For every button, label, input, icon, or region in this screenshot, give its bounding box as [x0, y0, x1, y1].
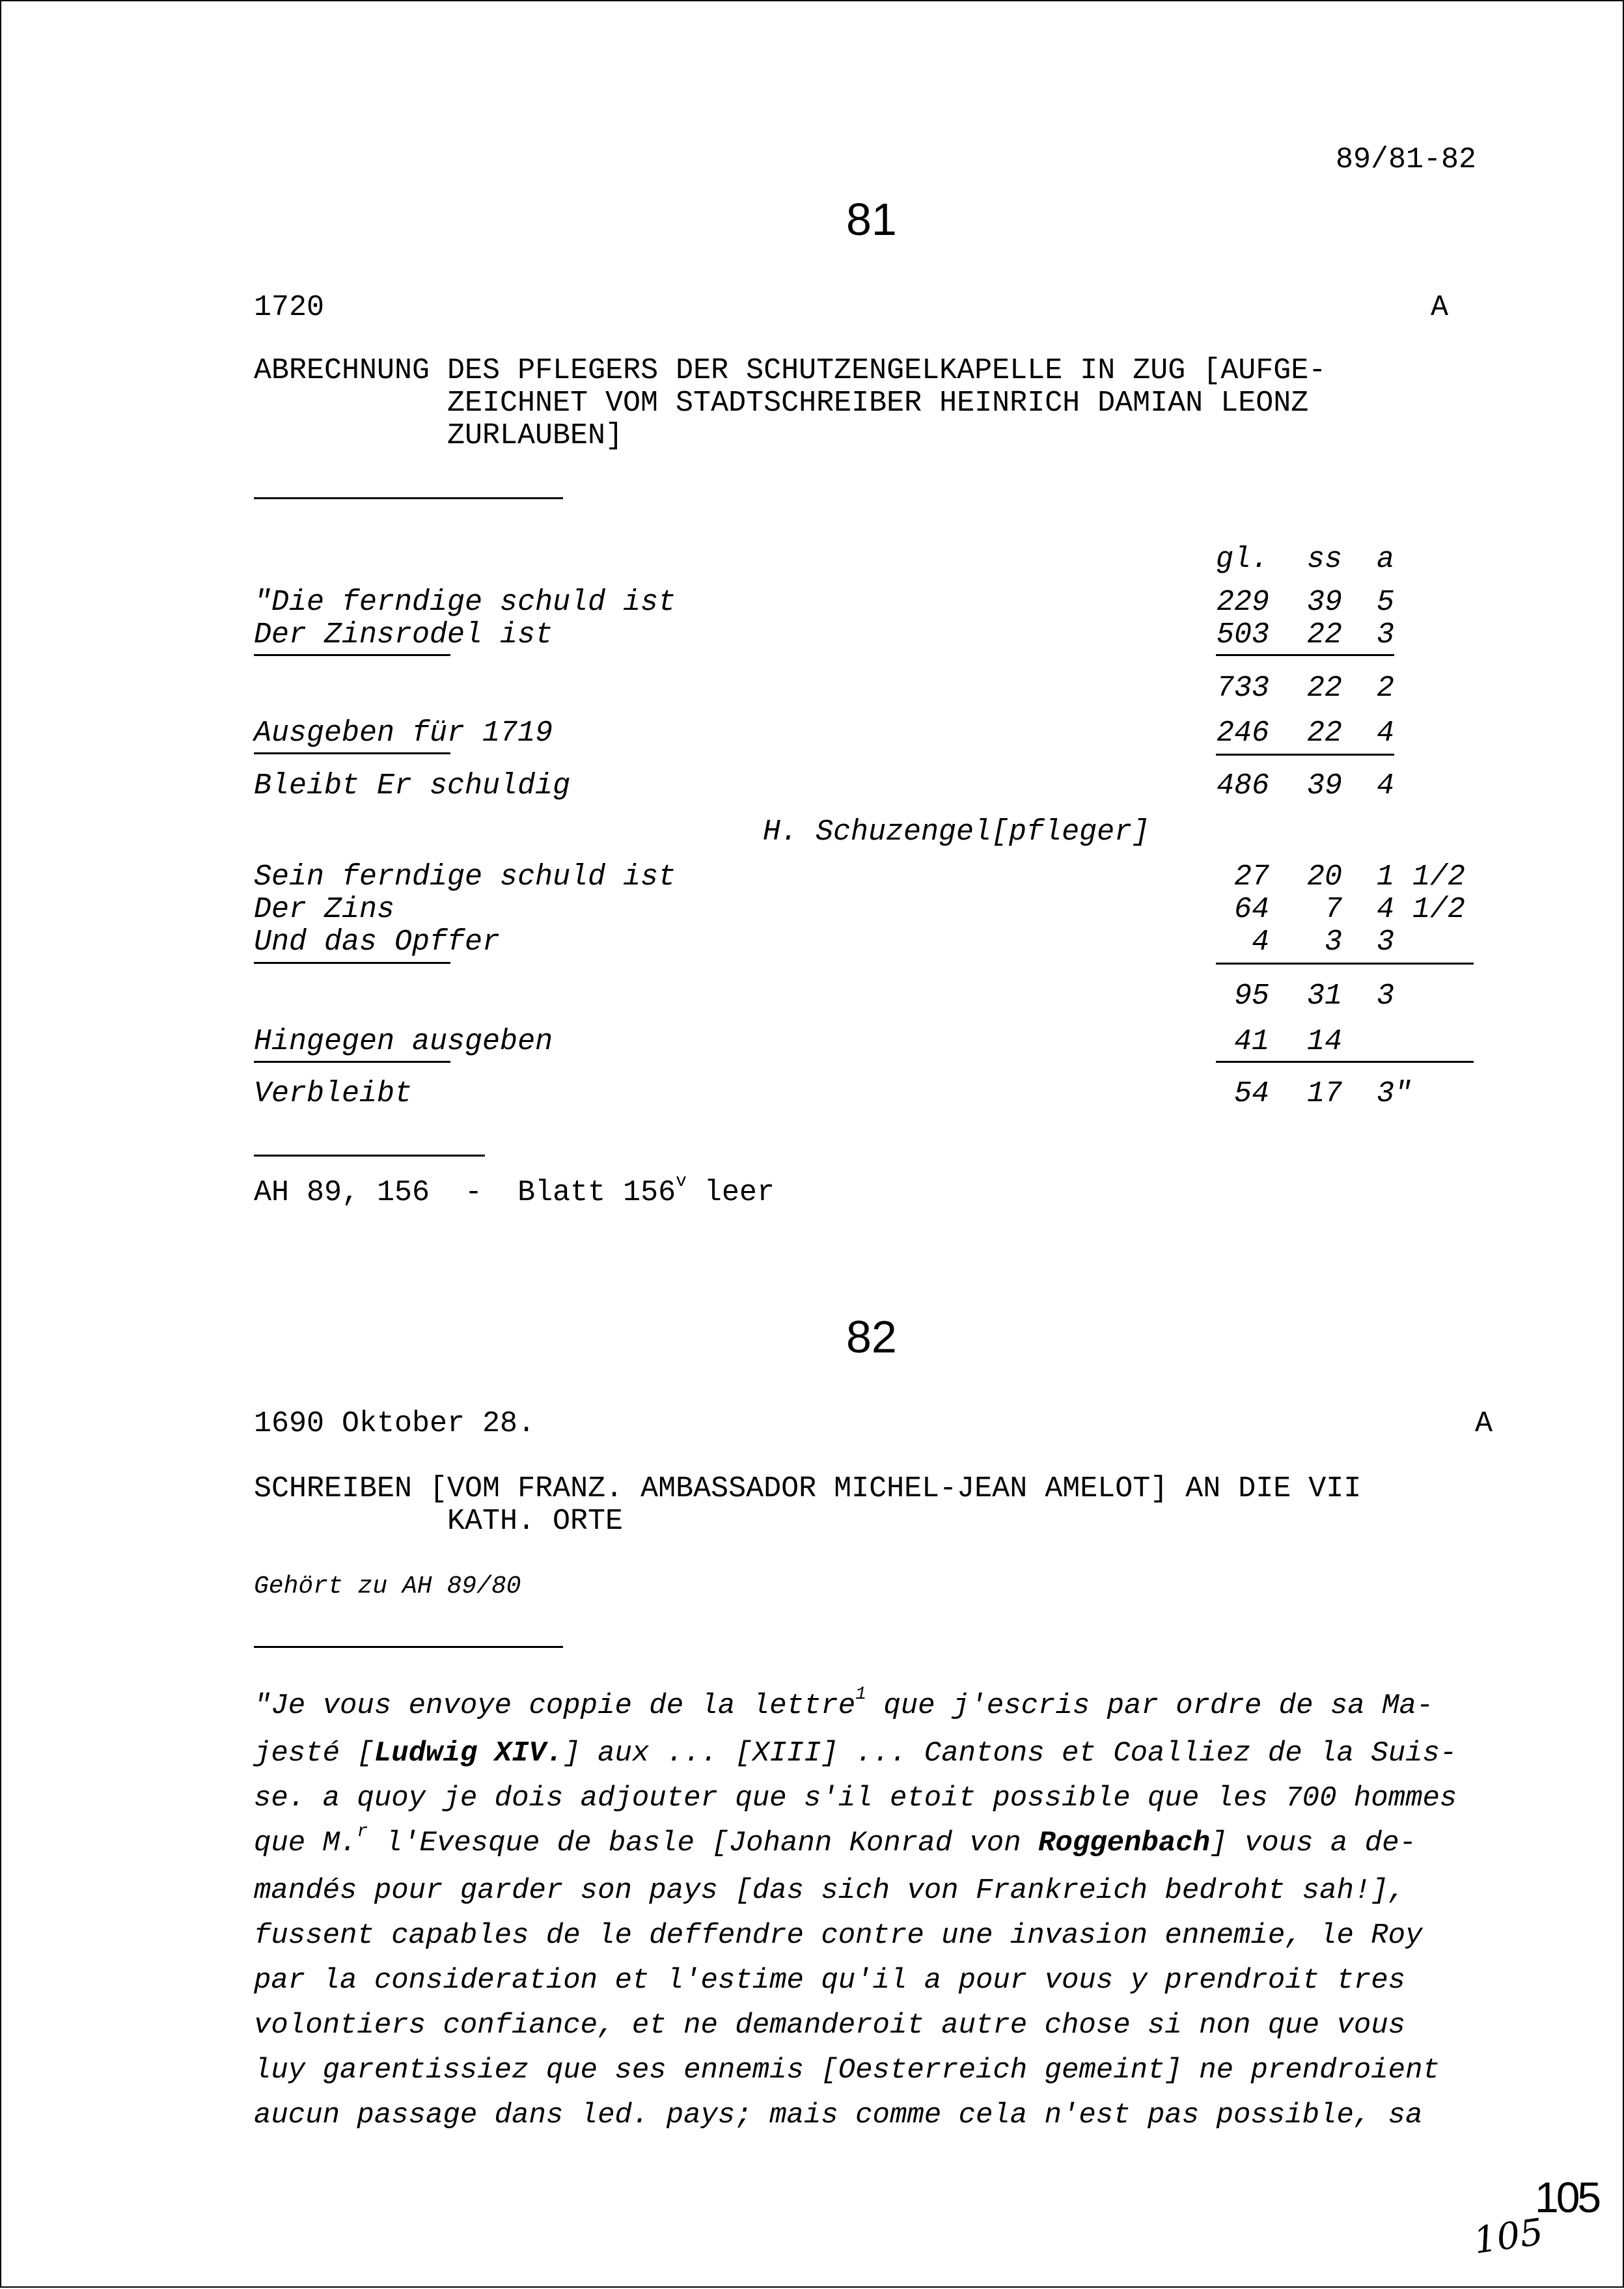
sum-line: [1216, 1061, 1474, 1063]
amount-ss: 7: [1324, 893, 1342, 926]
doc82-title-line-2: KATH. ORTE: [447, 1505, 624, 1538]
doc81-title-line-1: ABRECHNUNG DES PFLEGERS DER SCHUTZENGELKAPELLE IN ZUG [AUFGE-: [254, 354, 1327, 387]
letter-text-segment: ] aux ... [XIII] ... Cantons et Coalliez de la Suis-: [563, 1737, 1457, 1770]
amount-fraction: 1/2: [1412, 860, 1466, 894]
sum-line: [1216, 654, 1394, 656]
amount-gl: 503: [1216, 618, 1269, 651]
amount-ss: 17: [1306, 1077, 1342, 1110]
letter-text-segment: l'Evesque de basle [Johann Konrad von: [368, 1827, 1039, 1859]
account-row-label: Ausgeben für 1719: [254, 717, 553, 750]
amount-ss: 22: [1306, 717, 1342, 750]
amount-gl: 64: [1233, 893, 1269, 926]
amount-ss: 20: [1306, 860, 1342, 894]
amount-a: 3: [1376, 618, 1394, 651]
amount-a: 3": [1377, 1077, 1412, 1110]
amount-gl: 246: [1216, 717, 1269, 750]
amount-ss: 22: [1306, 618, 1342, 651]
amount-fraction: 1/2: [1412, 893, 1466, 926]
doc81-title-line-3: ZURLAUBEN]: [447, 419, 624, 452]
doc82-letter: A: [1475, 1407, 1493, 1440]
footnote-marker: 1: [855, 1684, 866, 1705]
amount-a: 4: [1376, 769, 1394, 802]
letter-text-line: luy garentissiez que ses ennemis [Oesterreich gemeint] ne prendroient: [254, 2054, 1440, 2087]
column-header-gl: gl.: [1216, 543, 1269, 576]
amount-ss: 3: [1324, 925, 1342, 959]
doc81-source: [254, 1172, 775, 1209]
column-header-a: a: [1377, 543, 1395, 576]
letter-text-line: par la consideration et l'estime qu'il a pour vous y prendroit tres: [254, 1964, 1406, 1997]
account-row-label: Und das Opffer: [254, 925, 501, 959]
account-row-label: "Die ferndige schuld ist: [254, 586, 676, 619]
label-underline: [254, 752, 450, 754]
account-row-label: Bleibt Er schuldig: [254, 769, 571, 802]
account-row-label: Hingegen ausgeben: [254, 1025, 553, 1058]
doc81-letter: A: [1431, 291, 1449, 324]
letter-text-line: se. a quoy je dois adjouter que s'il etoit possible que les 700 hommes: [254, 1782, 1457, 1815]
page-stamp: 105: [1535, 2173, 1599, 2221]
account-row-label: Der Zins: [254, 893, 395, 926]
sum-line: [1216, 754, 1394, 756]
section-divider: [254, 1155, 485, 1157]
amount-gl: 27: [1233, 860, 1269, 894]
amount-ss: 39: [1306, 586, 1342, 619]
section-divider: [254, 497, 563, 499]
amount-gl: 486: [1216, 769, 1269, 802]
archive-reference: 89/81-82: [1336, 143, 1477, 176]
letter-text-line: volontiers confiance, et ne demanderoit autre chose si non que vous: [254, 2009, 1406, 2042]
letter-text-line: fussent capables de le deffendre contre une invasion ennemie, le Roy: [254, 1919, 1423, 1952]
account-row-label: Verbleibt: [254, 1077, 413, 1110]
amount-a: 3: [1376, 980, 1394, 1013]
amount-gl: 95: [1233, 980, 1269, 1013]
handwritten-page-number: 105: [1470, 2210, 1546, 2263]
letter-text-segment: que M.: [254, 1827, 357, 1859]
amount-gl: 41: [1233, 1025, 1269, 1058]
amount-gl: 229: [1216, 586, 1269, 619]
document-number-81: 81: [846, 194, 897, 245]
amount-gl: 733: [1216, 672, 1269, 705]
amount-a: 4: [1376, 717, 1394, 750]
source-superscript: v: [676, 1172, 687, 1192]
letter-text-segment: que j'escris par ordre de sa Ma-: [866, 1690, 1434, 1722]
section-heading: H. Schuzengel[pfleger]: [763, 816, 1150, 849]
section-divider: [254, 1646, 563, 1648]
amount-ss: 22: [1306, 672, 1342, 705]
amount-gl: 54: [1233, 1077, 1269, 1110]
letter-text-segment: jesté [: [254, 1737, 374, 1770]
letter-text-segment: "Je vous envoye coppie de la lettre: [254, 1690, 856, 1722]
amount-gl: 4: [1251, 925, 1269, 959]
doc82-date: 1690 Oktober 28.: [254, 1407, 536, 1440]
label-underline: [254, 962, 450, 964]
doc81-date: 1720: [254, 291, 325, 324]
bold-name: Ludwig XIV.: [374, 1737, 564, 1770]
doc82-title-line-1: SCHREIBEN [VOM FRANZ. AMBASSADOR MICHEL-JEAN AMELOT] AN DIE VII: [254, 1472, 1362, 1505]
letter-text: [254, 1684, 1491, 2138]
amount-a: 4: [1376, 893, 1394, 926]
amount-a: 3: [1376, 925, 1394, 959]
sum-line: [1216, 963, 1474, 965]
amount-a: 2: [1376, 672, 1394, 705]
column-header-ss: ss: [1307, 543, 1343, 576]
amount-ss: 14: [1306, 1025, 1342, 1058]
source-text: AH 89, 156 - Blatt 156: [254, 1176, 676, 1209]
label-underline: [254, 1061, 450, 1063]
amount-a: 1: [1376, 860, 1394, 894]
amount-ss: 39: [1306, 769, 1342, 802]
superscript-abbrev: r: [357, 1822, 368, 1842]
letter-text-segment: ] vous a de-: [1210, 1827, 1416, 1859]
bold-name: Roggenbach: [1038, 1827, 1211, 1859]
document-number-82: 82: [846, 1311, 897, 1362]
letter-text-line: aucun passage dans led. pays; mais comme cela n'est pas possible, sa: [254, 2099, 1423, 2131]
amount-a: 5: [1376, 586, 1394, 619]
account-row-label: Der Zinsrodel ist: [254, 618, 553, 651]
doc82-note: Gehört zu AH 89/80: [254, 1572, 521, 1600]
doc81-title-line-2: ZEICHNET VOM STADTSCHREIBER HEINRICH DAMIAN LEONZ: [447, 387, 1309, 420]
label-underline: [254, 654, 450, 656]
amount-ss: 31: [1306, 980, 1342, 1013]
letter-text-line: mandés pour garder son pays [das sich von Frankreich bedroht sah!],: [254, 1874, 1406, 1907]
account-row-label: Sein ferndige schuld ist: [254, 860, 676, 894]
source-text-end: leer: [686, 1176, 775, 1209]
